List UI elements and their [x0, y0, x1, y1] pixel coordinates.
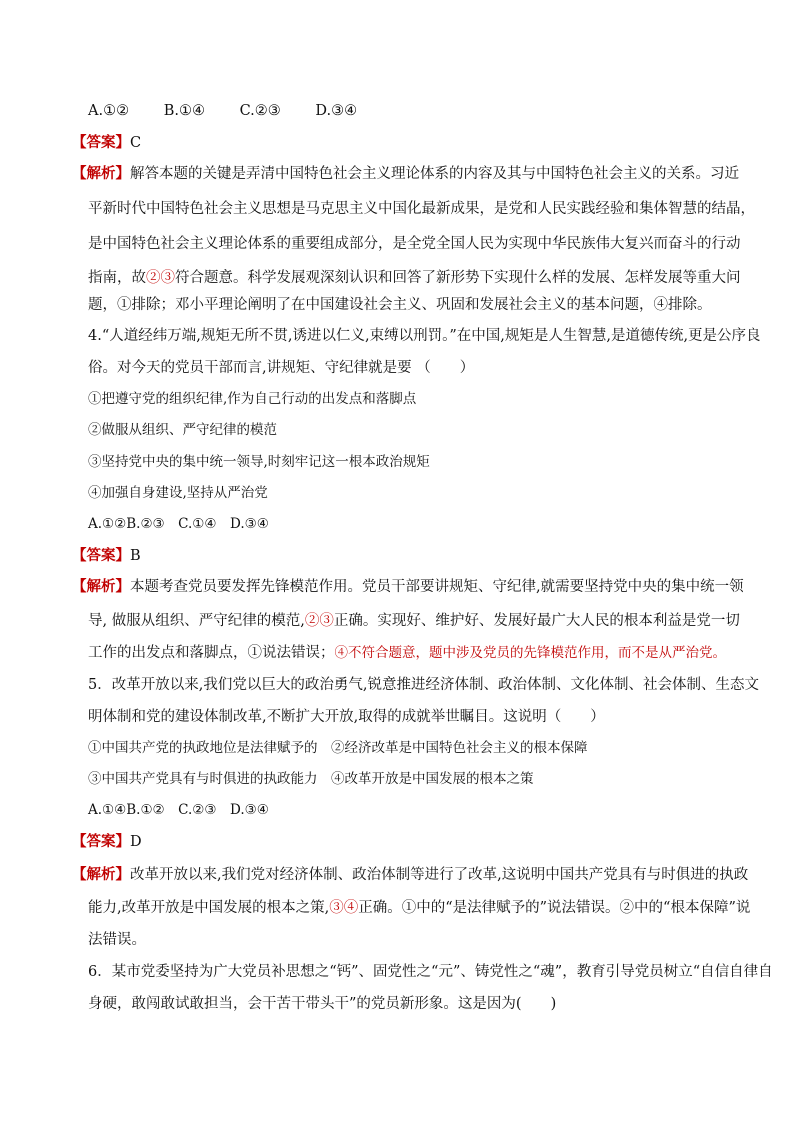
answer-value: C	[130, 135, 142, 151]
q3-answer	[72, 133, 141, 153]
q5-items-line-1: ①中国共产党的执政地位是法律赋予的 ②经济改革是中国特色社会主义的根本保障	[88, 740, 588, 756]
q5-analysis-line-2	[88, 898, 750, 918]
q5-items-line-2: ③中国共产党具有与时俱进的执政能力 ④改革开放是中国发展的根本之策	[88, 771, 534, 787]
q3-analysis-line-5: 题，①排除；邓小平理论阐明了在中国建设社会主义、巩固和发展社会主义的基本问题，④排除。	[88, 297, 712, 313]
answer-tag: 【答案】	[72, 547, 130, 564]
analysis-text: 导, 做服从组织、严守纪律的模范,	[88, 613, 305, 629]
q3-analysis-line-2: 平新时代中国特色社会主义思想是马克思主义中国化最新成果，是党和人民实践经验和集体智慧的结晶，	[88, 201, 755, 217]
q6-stem-line-1: 6．某市党委坚持为广大党员补思想之“钙”、固党性之“元”、铸党性之“魂”，教育引导党员树立“自信自律自	[88, 964, 773, 980]
analysis-tag: 【解析】	[72, 578, 130, 595]
highlighted-options: ②③	[304, 613, 334, 629]
q4-stem-line-2: 俗。对今天的党员干部而言,讲规矩、守纪律就是要 （ ）	[88, 360, 475, 376]
q6-stem-line-2: 身硬，敢闯敢试敢担当，会干苦干带头干”的党员新形象。这是因为( )	[88, 996, 557, 1012]
analysis-tag: 【解析】	[72, 165, 130, 182]
analysis-text: 工作的出发点和落脚点，①说法错误；	[88, 645, 335, 661]
q4-analysis-line-1	[72, 577, 744, 597]
q3-option-b: B.①④	[163, 103, 205, 119]
q4-options: A.①②B.②③ C.①④ D.③④	[88, 516, 269, 532]
answer-value: B	[130, 548, 141, 564]
answer-tag: 【答案】	[72, 833, 130, 850]
analysis-text: 本题考查党员要发挥先锋模范作用。党员干部要讲规矩、守纪律,就需要坚持党中央的集中统一领	[130, 579, 744, 595]
q5-analysis-line-3: 法错误。	[88, 932, 146, 948]
q3-analysis-line-1	[72, 164, 739, 184]
answer-tag: 【答案】	[72, 134, 130, 151]
q4-item-4: ④加强自身建设,坚持从严治党	[88, 485, 268, 501]
answer-value: D	[130, 834, 142, 850]
q3-option-c: C.②③	[239, 103, 281, 119]
analysis-text: 解答本题的关键是弄清中国特色社会主义理论体系的内容及其与中国特色社会主义的关系。习近	[130, 166, 739, 182]
highlighted-options: ③④	[329, 900, 359, 916]
q4-analysis-line-2	[88, 611, 740, 631]
highlighted-options: ②③	[146, 270, 175, 286]
q5-options: A.①④B.①② C.②③ D.③④	[88, 802, 269, 818]
q3-option-d: D.③④	[315, 103, 358, 119]
q5-stem-line-2: 明体制和党的建设体制改革,不断扩大开放,取得的成就举世瞩目。这说明（ ）	[88, 709, 605, 725]
analysis-tag: 【解析】	[72, 866, 130, 883]
q3-option-a: A.①②	[88, 103, 130, 119]
highlighted-explanation: ④不符合题意，题中涉及党员的先锋模范作用，而不是从严治党。	[334, 645, 726, 661]
q4-analysis-line-3	[88, 643, 726, 663]
analysis-text: 正确。①中的“是法律赋予的”说法错误。②中的“根本保障”说	[358, 900, 751, 916]
q5-answer	[72, 832, 142, 852]
q4-item-2: ②做服从组织、严守纪律的模范	[88, 422, 277, 438]
analysis-text: 能力,改革开放是中国发展的根本之策,	[88, 900, 330, 916]
q4-item-1: ①把遵守党的组织纪律,作为自己行动的出发点和落脚点	[88, 391, 417, 407]
analysis-text: 指南，故	[88, 270, 146, 286]
analysis-text: 符合题意。科学发展观深刻认识和回答了新形势下实现什么样的发展、怎样发展等重大问	[175, 270, 741, 286]
q4-answer	[72, 546, 141, 566]
q3-analysis-line-4	[88, 268, 741, 288]
q5-analysis-line-1	[72, 865, 748, 885]
q4-stem-line-1: 4.“人道经纬万端,规矩无所不贯,诱进以仁义,束缚以刑罚。”在中国,规矩是人生智慧,是道德传统,更是公序良	[88, 328, 761, 344]
q3-options	[88, 101, 387, 121]
q4-item-3: ③坚持党中央的集中统一领导,时刻牢记这一根本政治规矩	[88, 454, 430, 470]
analysis-text: 改革开放以来,我们党对经济体制、政治体制等进行了改革,这说明中国共产党具有与时俱进的执政	[130, 867, 749, 883]
q5-stem-line-1: 5．改革开放以来,我们党以巨大的政治勇气,锐意推进经济体制、政治体制、文化体制、社会体制、生态文	[88, 677, 759, 693]
analysis-text: 正确。实现好、维护好、发展好最广大人民的根本利益是党一切	[333, 613, 740, 629]
q3-analysis-line-3: 是中国特色社会主义理论体系的重要组成部分，是全党全国人民为实现中华民族伟大复兴而奋斗的行动	[88, 236, 741, 252]
